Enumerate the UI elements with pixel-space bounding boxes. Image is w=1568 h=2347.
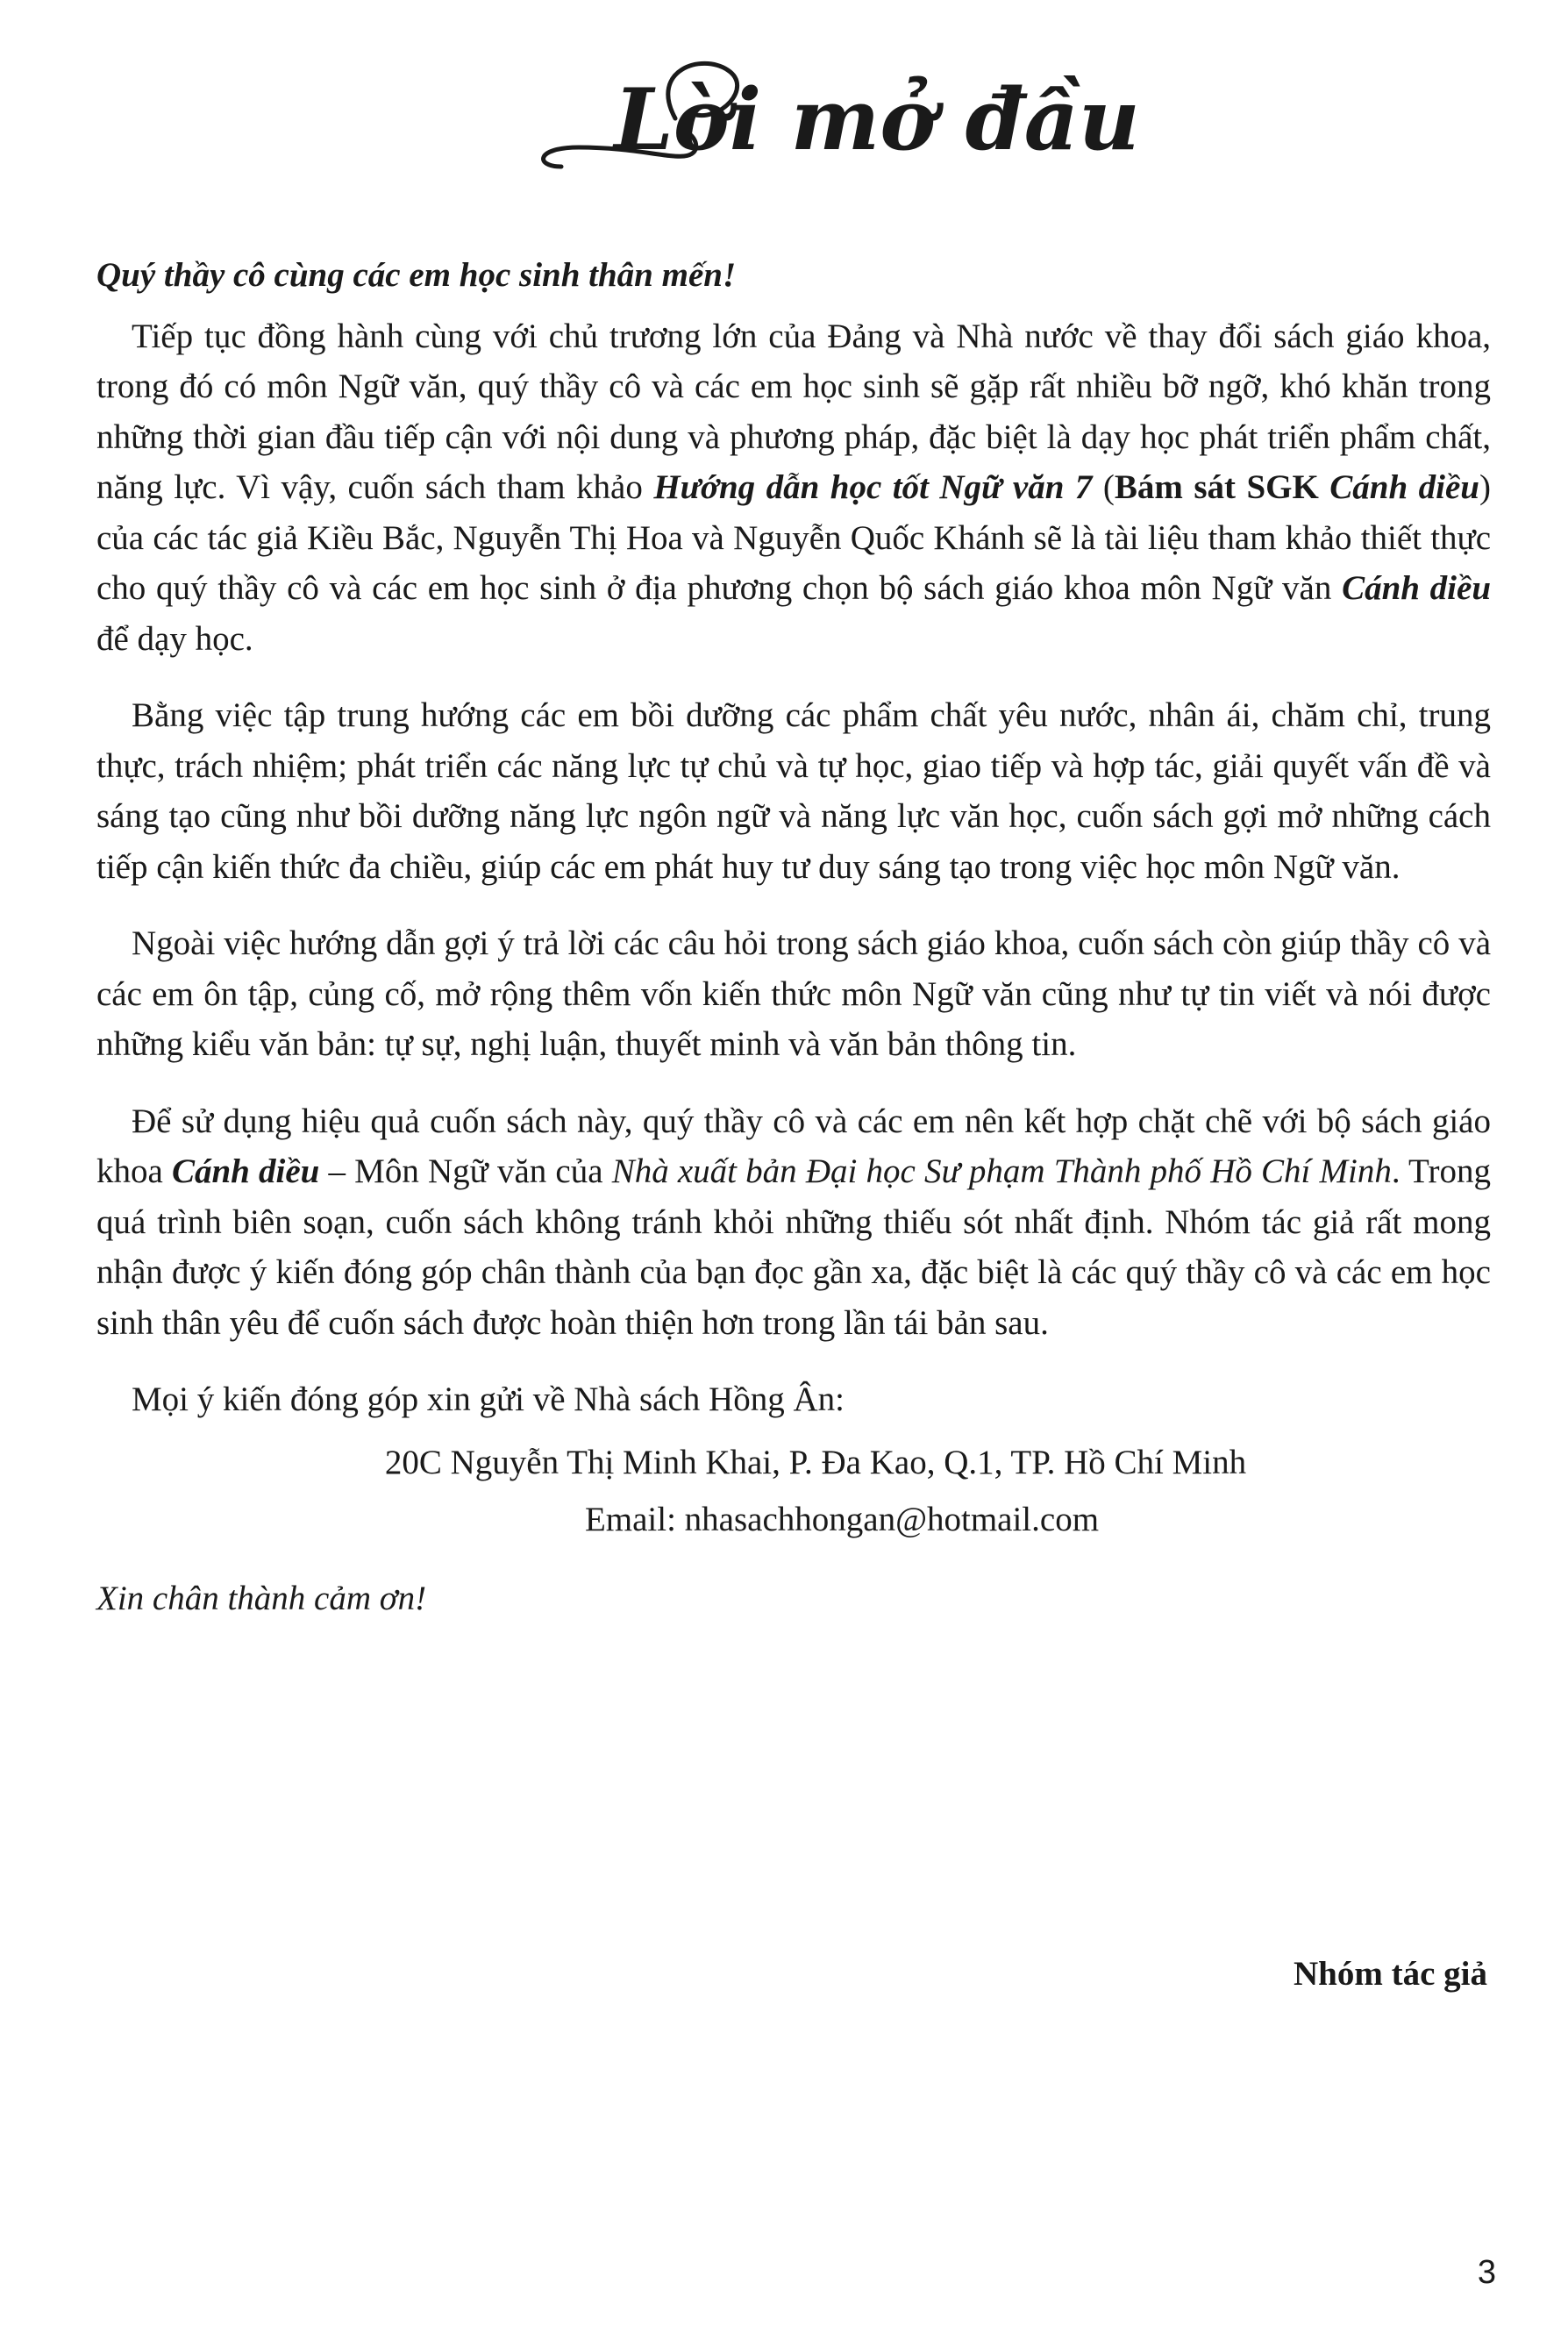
publisher-name: Nhà xuất bản Đại học Sư phạm Thành phố Hồ Chí Minh (611, 1152, 1392, 1190)
calligraphic-title (0, 35, 1568, 184)
page-title-block (0, 35, 1568, 184)
email: Email: nhasachhongan@hotmail.com (584, 1501, 1100, 1538)
thanks-line: Xin chân thành cảm ơn! (96, 1579, 427, 1617)
paragraph-guidance: Ngoài việc hướng dẫn gợi ý trả lời các câu hỏi trong sách giáo khoa, cuốn sách còn giúp thầy cô và các em ôn tập, củng cố, mở rộng thêm vốn kiến thức môn Ngữ văn cũng như tự tin viết và nói được những kiểu văn bản: tự sự, nghị luận, thuyết minh và văn bản thông tin. (96, 924, 1491, 1063)
paragraph-usage-text-3: . Trong quá trình biên soạn, cuốn sách không tránh khỏi những thiếu sót nhất định. Nhóm tác giả rất mong nhận được ý kiến đóng góp chân thành của bạn đọc gần xa, đặc biệt là các quý thầy cô và các em học sinh thân yêu để cuốn sách được hoàn thiện hơn trong lần tái bản sau. (96, 1152, 1491, 1342)
greeting: Quý thầy cô cùng các em học sinh thân mến! (96, 256, 737, 294)
series-name-1: Cánh diều (1329, 468, 1479, 506)
document-body (96, 250, 1491, 1623)
book-title: Hướng dẫn học tốt Ngữ văn 7 (653, 468, 1093, 506)
paragraph-intro-paren: ( (1092, 468, 1115, 506)
paragraph-usage-text-1: Để sử dụng hiệu quả cuốn sách này, quý thầy cô và các em nên kết hợp chặt chẽ với bộ sách giáo khoa (96, 1102, 1491, 1190)
paragraph-intro-text-3: để dạy học. (96, 619, 253, 658)
series-name-2: Cánh diều (1342, 569, 1492, 607)
address: 20C Nguyễn Thị Minh Khai, P. Đa Kao, Q.1, TP. Hồ Chí Minh (384, 1443, 1247, 1481)
signature: Nhóm tác giả (1294, 1955, 1487, 1993)
paragraph-intro (96, 311, 1491, 665)
bam-sat-label: Bám sát SGK (1114, 468, 1330, 506)
page-title: Lời mở đầu (614, 70, 1140, 169)
series-name-3: Cánh diều (171, 1152, 320, 1190)
paragraph-qualities: Bằng việc tập trung hướng các em bồi dưỡng các phẩm chất yêu nước, nhân ái, chăm chỉ, trung thực, trách nhiệm; phát triển các năng lực tự chủ và tự học, giao tiếp và hợp tác, giải quyết vấn đề và sáng tạo cũng như bồi dưỡng năng lực ngôn ngữ và năng lực văn học, cuốn sách gợi mở những cách tiếp cận kiến thức đa chiều, giúp các em phát huy tư duy sáng tạo trong việc học môn Ngữ văn. (96, 696, 1491, 886)
paragraph-usage-text-2: – Môn Ngữ văn của (319, 1152, 612, 1190)
paragraph-intro-text-2: ) của các tác giả Kiều Bắc, Nguyễn Thị Hoa và Nguyễn Quốc Khánh sẽ là tài liệu tham khảo thiết thực cho quý thầy cô và các em học sinh ở địa phương chọn bộ sách giáo khoa môn Ngữ văn (96, 468, 1491, 607)
contact-intro: Mọi ý kiến đóng góp xin gửi về Nhà sách Hồng Ân: (132, 1380, 845, 1418)
page-number: 3 (1477, 2254, 1496, 2291)
paragraph-usage (96, 1096, 1491, 1349)
paragraph-intro-text-1: Tiếp tục đồng hành cùng với chủ trương lớn của Đảng và Nhà nước về thay đổi sách giáo khoa, trong đó có môn Ngữ văn, quý thầy cô và các em học sinh sẽ gặp rất nhiều bỡ ngỡ, khó khăn trong những thời gian đầu tiếp cận với nội dung và phương pháp, đặc biệt là dạy học phát triển phẩm chất, năng lực. Vì vậy, cuốn sách tham khảo (96, 317, 1491, 506)
